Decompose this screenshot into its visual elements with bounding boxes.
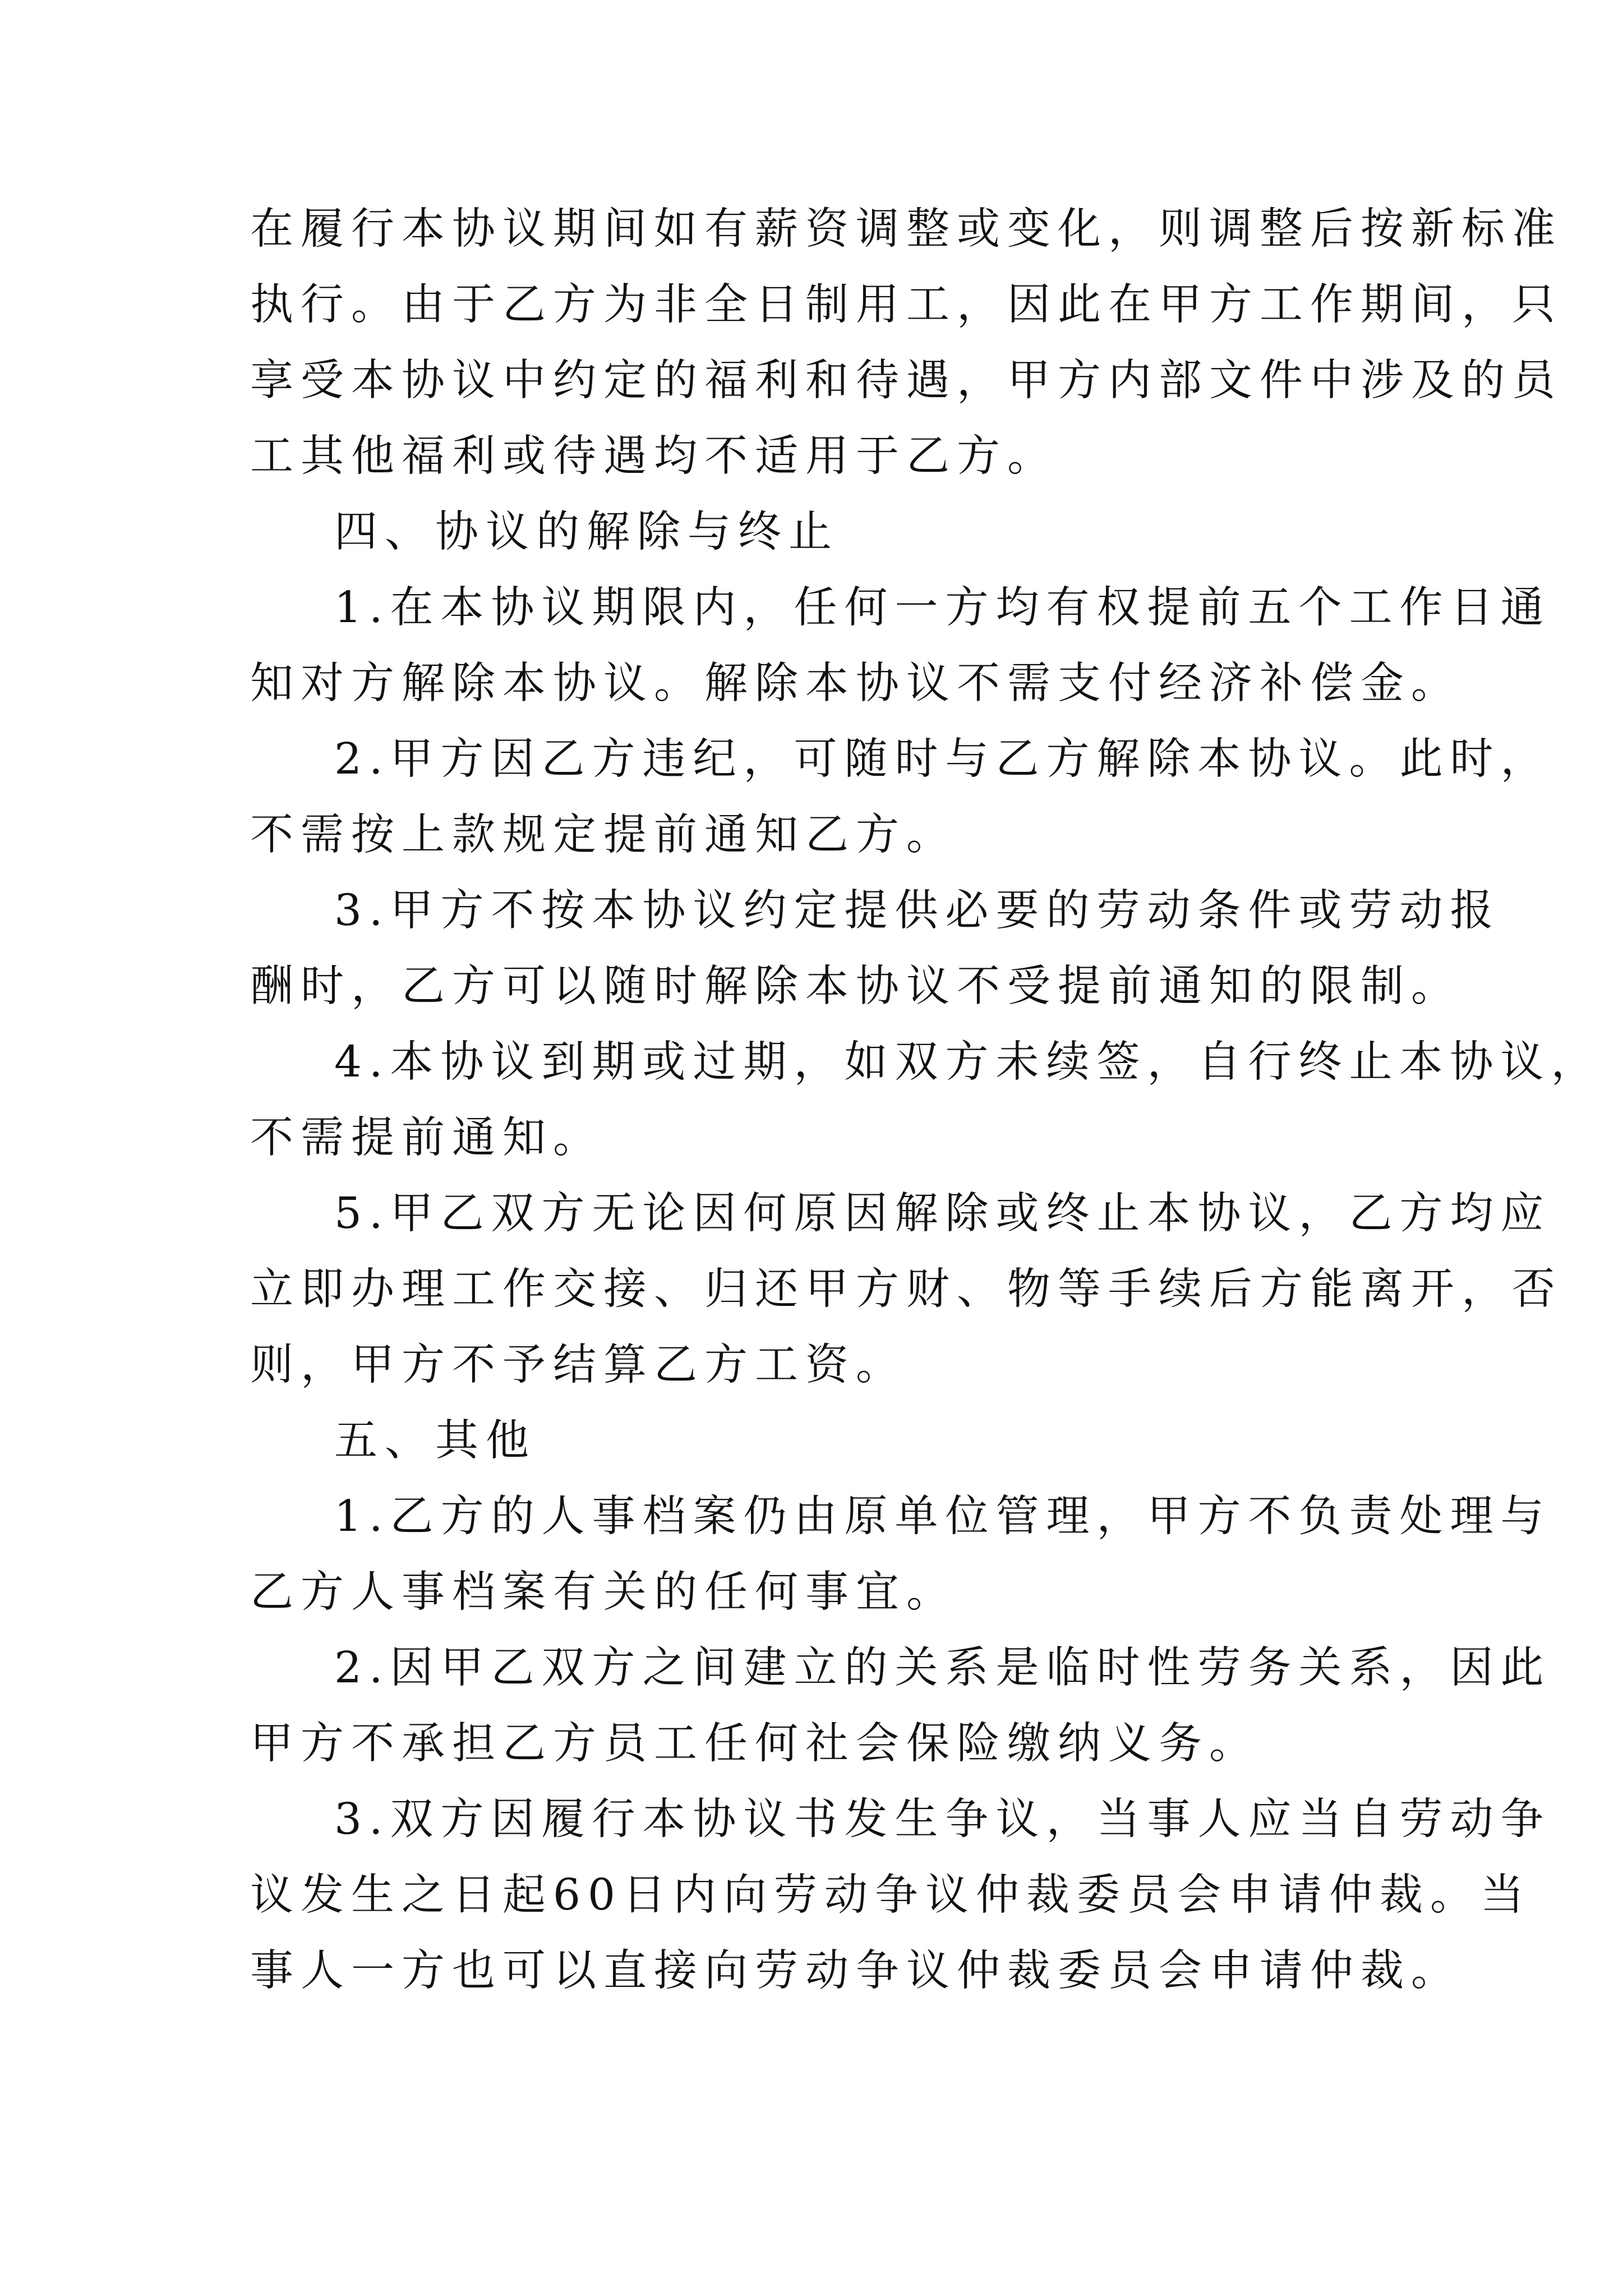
text-line: 工其他福利或待遇均不适用于乙方。 (250, 431, 1058, 481)
text-line: 3.双方因履行本协议书发生争议，当事人应当自劳动争 (334, 1795, 1551, 1844)
text-line: 酬时，乙方可以随时解除本协议不受提前通知的限制。 (250, 961, 1461, 1011)
text-line: 议发生之日起60日内向劳动争议仲裁委员会申请仲裁。当 (250, 1870, 1531, 1920)
text-line: 知对方解除本协议。解除本协议不需支付经济补偿金。 (250, 659, 1461, 708)
text-line: 执行。由于乙方为非全日制用工，因此在甲方工作期间，只 (250, 280, 1562, 330)
text-line: 5.甲乙双方无论因何原因解除或终止本协议，乙方均应 (334, 1189, 1551, 1239)
section-heading: 五、其他 (334, 1416, 536, 1466)
text-line: 则，甲方不予结算乙方工资。 (250, 1340, 906, 1390)
text-line: 2.因甲乙双方之间建立的关系是临时性劳务关系，因此 (334, 1643, 1551, 1693)
section-heading: 四、协议的解除与终止 (334, 507, 839, 557)
text-line: 3.甲方不按本协议约定提供必要的劳动条件或劳动报 (334, 886, 1501, 936)
text-line: 乙方人事档案有关的任何事宜。 (250, 1567, 957, 1617)
text-line: 不需提前通知。 (250, 1113, 603, 1163)
text-line: 不需按上款规定提前通知乙方。 (250, 810, 957, 860)
text-line: 1.乙方的人事档案仍由原单位管理，甲方不负责处理与 (334, 1492, 1551, 1542)
text-line: 4.本协议到期或过期，如双方未续签，自行终止本协议， (334, 1037, 1602, 1087)
text-line: 立即办理工作交接、归还甲方财、物等手续后方能离开，否 (250, 1264, 1562, 1314)
text-line: 在履行本协议期间如有薪资调整或变化，则调整后按新标准 (250, 204, 1562, 254)
text-line: 1.在本协议期限内，任何一方均有权提前五个工作日通 (334, 583, 1551, 633)
text-line: 2.甲方因乙方违纪，可随时与乙方解除本协议。此时， (334, 734, 1551, 784)
text-line: 甲方不承担乙方员工任何社会保险缴纳义务。 (250, 1719, 1260, 1769)
text-line: 事人一方也可以直接向劳动争议仲裁委员会申请仲裁。 (250, 1946, 1461, 1996)
text-line: 享受本协议中约定的福利和待遇，甲方内部文件中涉及的员 (250, 356, 1562, 406)
